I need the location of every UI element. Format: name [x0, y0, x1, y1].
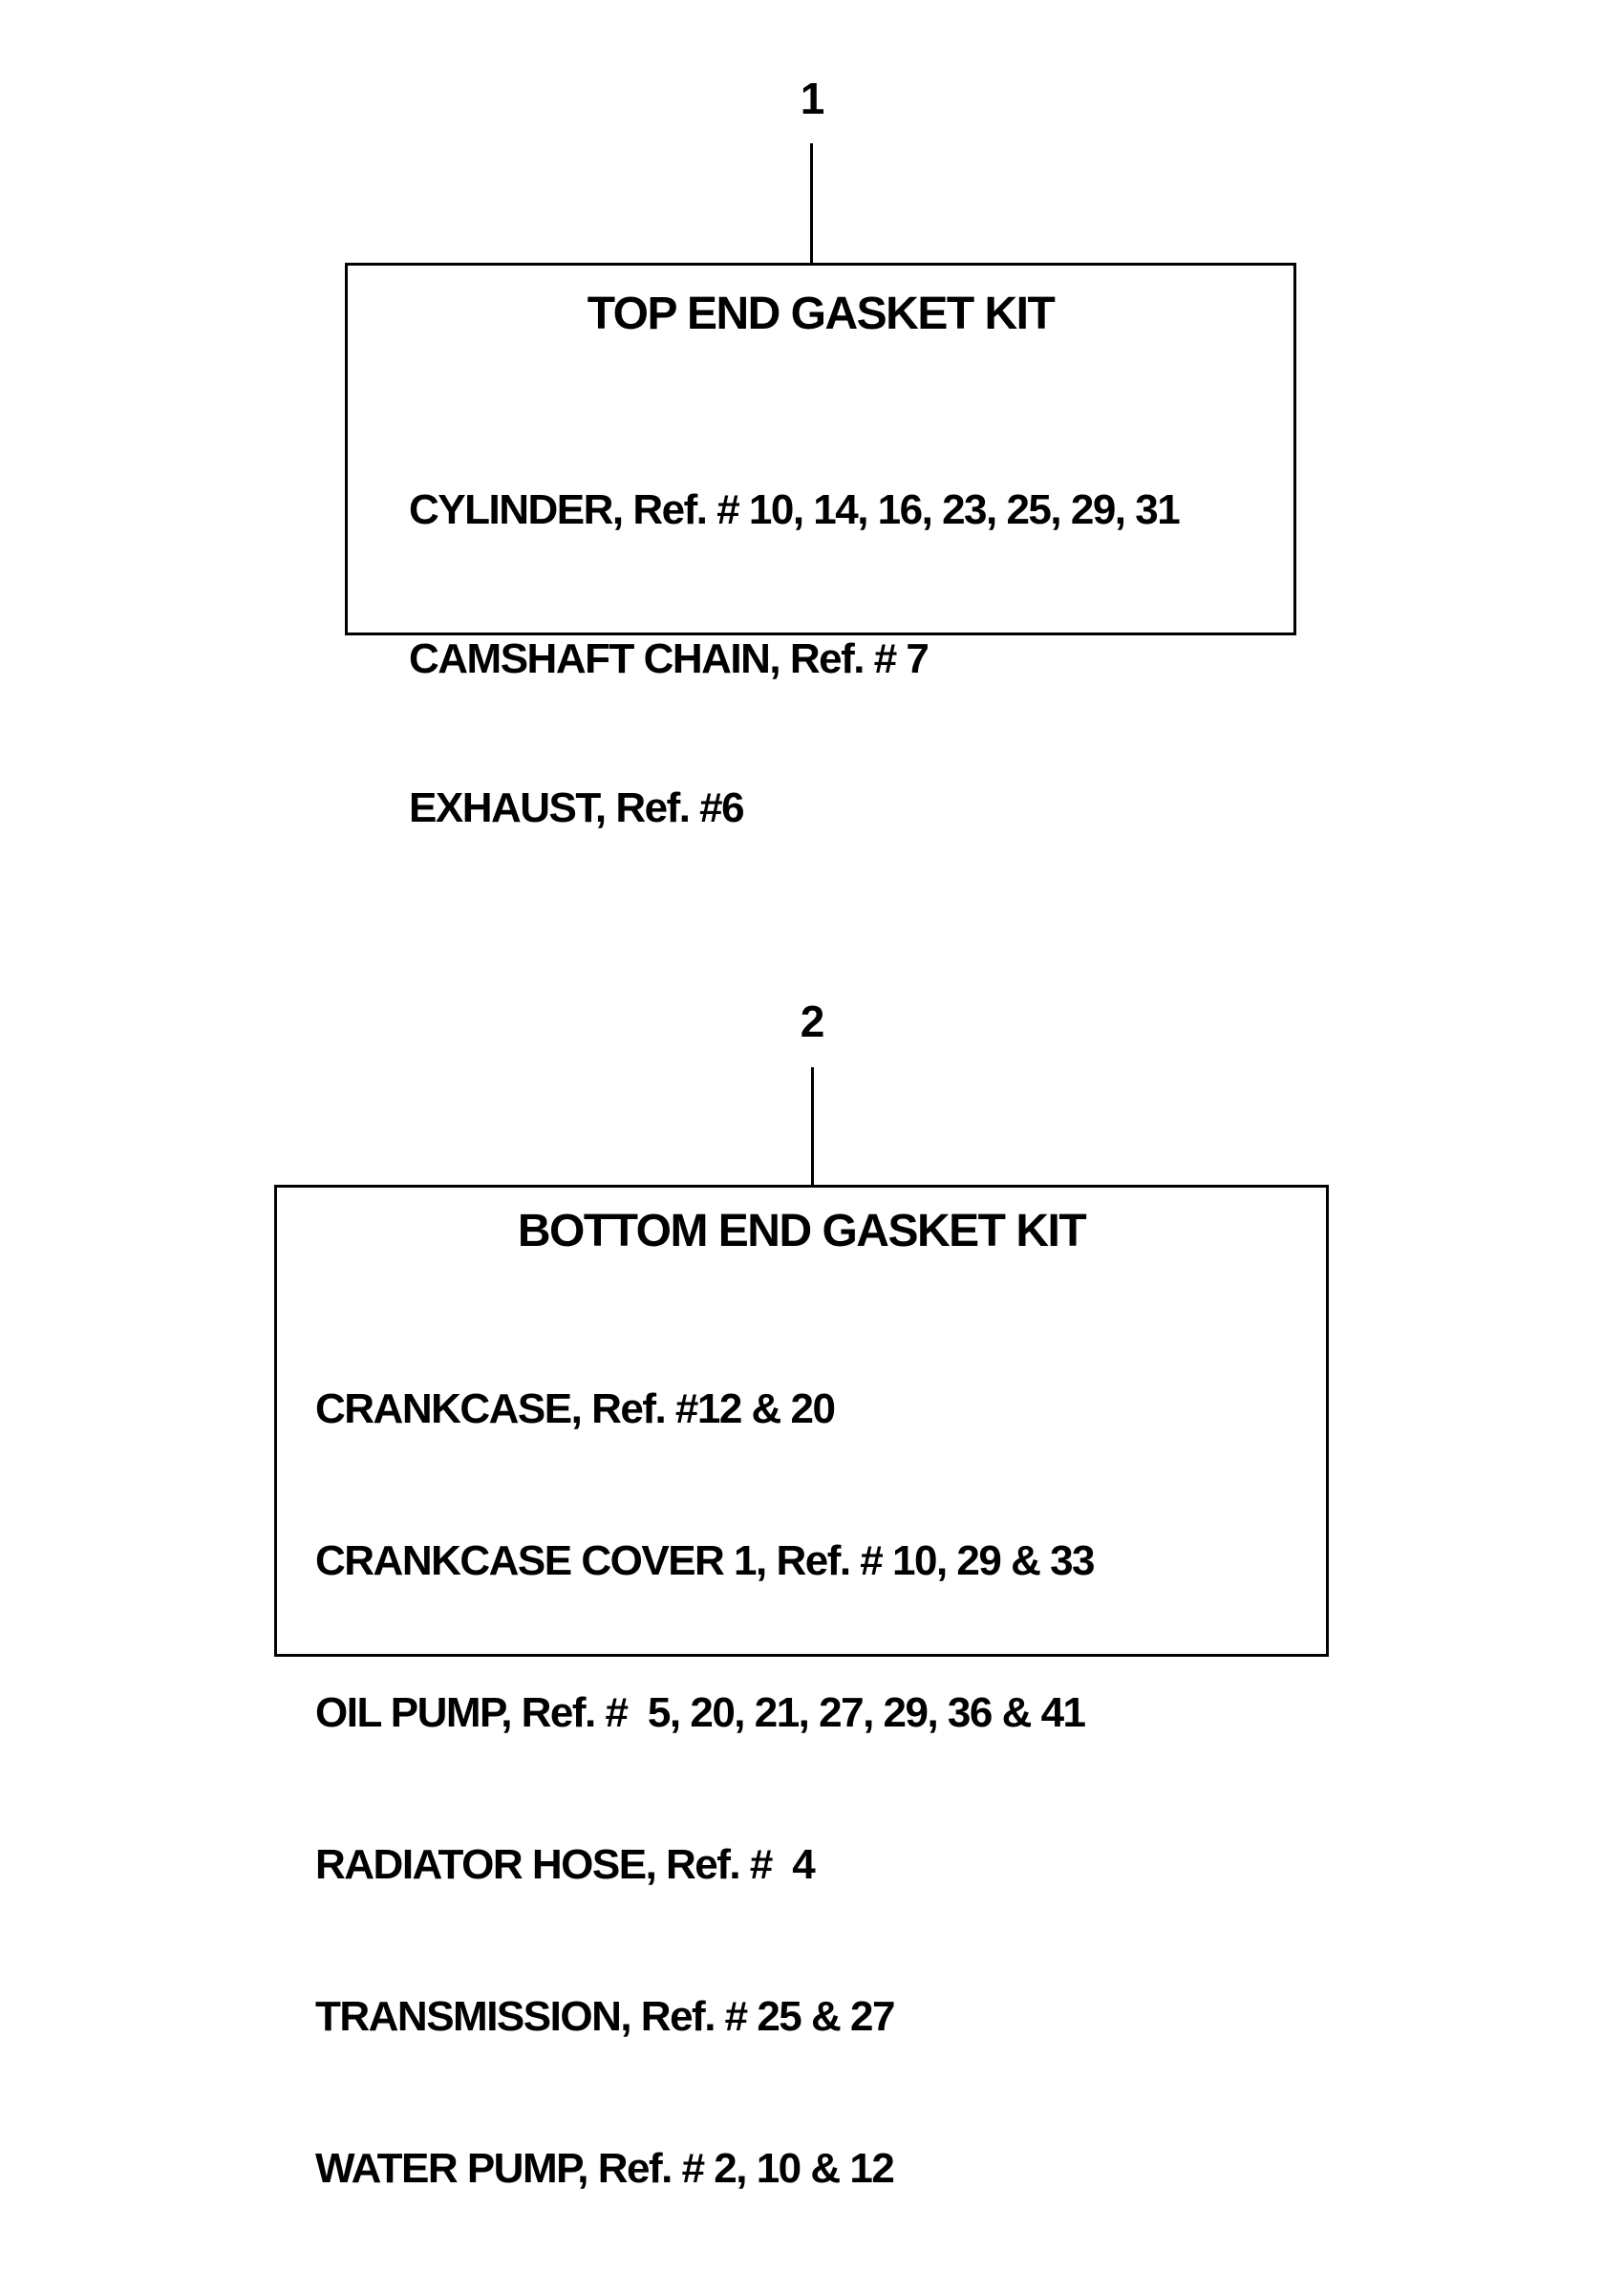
- kit-title: BOTTOM END GASKET KIT: [517, 1206, 1086, 1256]
- kit-item: EXHAUST, Ref. #6: [409, 784, 744, 831]
- kit-item-list: [277, 1282, 1326, 2295]
- callout-1-leader-line: [810, 143, 813, 264]
- bottom-end-gasket-kit-box: [274, 1185, 1329, 2192]
- callout-2-leader-line: [811, 1067, 814, 1186]
- top-end-gasket-kit-box: [345, 263, 1296, 831]
- kit-item: CRANKCASE, Ref. #12 & 20: [315, 1385, 835, 1432]
- kit-item: CRANKCASE COVER 1, Ref. # 10, 29 & 33: [315, 1537, 1095, 1584]
- callout-number-2: 2: [800, 997, 824, 1046]
- kit-item: TRANSMISSION, Ref. # 25 & 27: [315, 1993, 894, 2040]
- kit-item: CYLINDER, Ref. # 10, 14, 16, 23, 25, 29, 31: [409, 486, 1180, 533]
- kit-item: CAMSHAFT CHAIN, Ref. # 7: [409, 635, 929, 682]
- kit-item: OIL PUMP, Ref. # 5, 20, 21, 27, 29, 36 & 41: [315, 1689, 1085, 1736]
- kit-item: RADIATOR HOSE, Ref. # 4: [315, 1841, 815, 1888]
- callout-number-1: 1: [800, 74, 824, 123]
- kit-title: TOP END GASKET KIT: [587, 289, 1055, 339]
- kit-item-list: [348, 386, 1293, 933]
- kit-item: WATER PUMP, Ref. # 2, 10 & 12: [315, 2145, 894, 2192]
